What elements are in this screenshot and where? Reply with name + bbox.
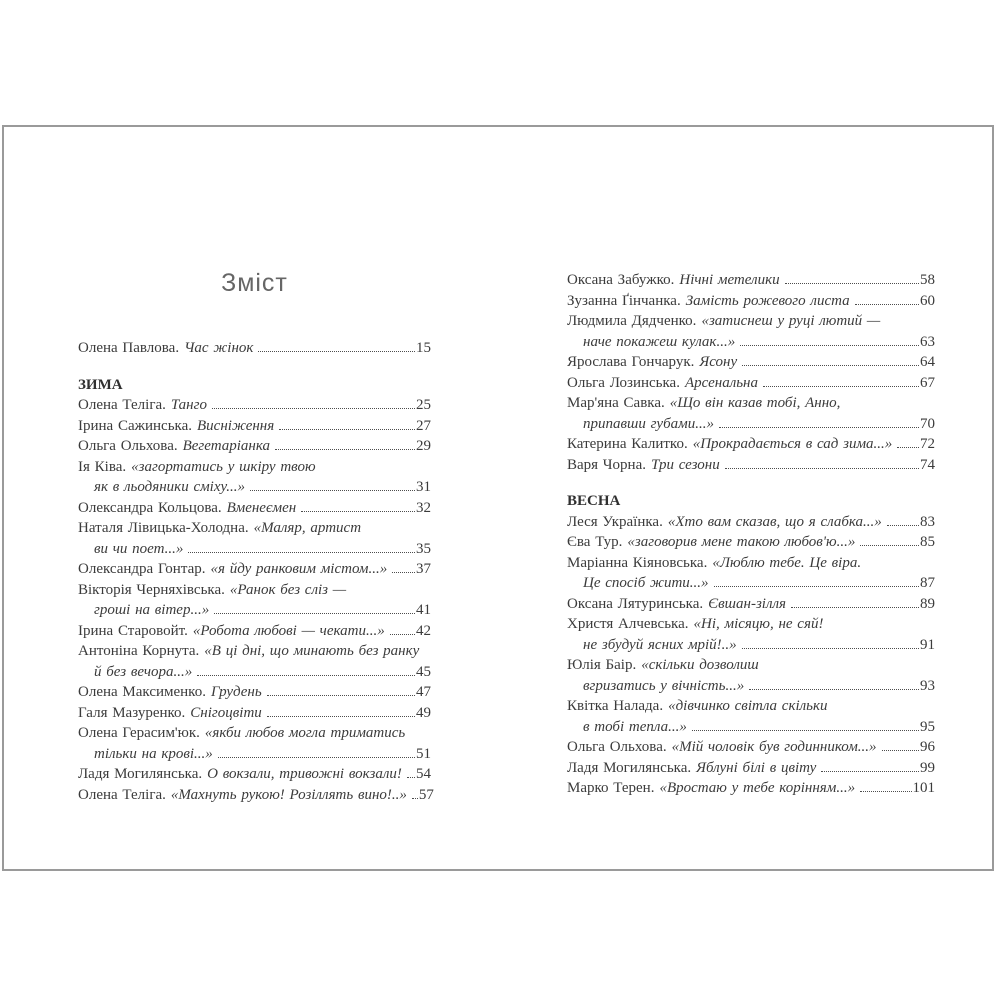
entry-author: Юлія Баір. [567,657,637,673]
toc-entry [78,518,431,559]
entry-title: «дівчинко світла скільки [668,698,828,714]
toc-entry-line [78,395,431,416]
toc-entry-line [567,291,935,312]
entry-page-number: 58 [920,272,935,288]
toc-entry [78,641,431,682]
entry-page-number: 87 [920,575,935,591]
section-heading: ВЕСНА [567,493,621,509]
toc-entry [567,291,935,312]
toc-entry [567,434,935,455]
entry-title: Танго [170,397,207,413]
toc-entry [567,373,935,394]
toc-entry-line [78,436,431,457]
entry-page-number: 41 [416,602,431,618]
entry-page-number: 37 [416,561,431,577]
toc-entry-line [78,662,431,683]
entry-page-number: 95 [920,718,935,735]
dot-leader [250,490,415,491]
dot-leader [188,552,415,553]
toc-column-left [78,268,434,805]
toc-entry-line [567,594,935,615]
entry-title: гроші на вітер...» [94,602,210,618]
dot-leader [714,586,919,587]
entry-page-number: 35 [416,540,431,557]
entry-author: Олена Теліга. [78,397,166,413]
entry-page-number: 57 [418,786,434,803]
entry-page-number: 54 [416,766,431,782]
entry-title: «загортатись у шкіру твою [131,458,316,475]
entry-title: «Мій чоловік був годинником...» [671,739,877,755]
dot-leader [212,408,415,409]
entry-author: Оксана Забужко. [567,272,675,288]
dot-leader [258,351,415,352]
entry-page-number: 74 [920,456,935,473]
toc-entry-line [567,676,935,697]
entry-author: Ірина Старовойт. [78,622,188,639]
dot-leader [821,771,919,772]
toc-entry-line [78,785,434,806]
dot-leader [725,468,919,469]
toc-entry [567,512,935,533]
toc-entry-line [78,338,431,359]
toc-entry [567,553,935,594]
toc-entry-line [567,512,935,533]
toc-entry [567,778,935,799]
entry-title: наче покажеш кулак...» [583,333,736,350]
entry-title: «якби любов могла триматись [204,725,406,741]
entry-title: Снігоцвіти [190,704,262,721]
dot-leader [742,365,919,366]
entry-title: припавши губами...» [583,415,714,432]
entry-title: «скільки дозволиш [641,657,759,673]
entry-title: не збудуй ясних мрій!..» [583,636,737,653]
entry-author: Олександра Кольцова. [78,499,222,516]
toc-entry [567,352,935,373]
entry-title: тільки на крові...» [94,745,213,762]
entry-title: Час жінок [184,340,254,356]
toc-entry-line [567,573,935,594]
toc-entry [78,338,431,359]
entry-title: «Прокрадається в сад зима...» [692,436,893,452]
entry-author: Зузанна Ґінчанка. [567,292,681,309]
toc-entry [78,498,431,519]
toc-entry [567,737,935,758]
toc-entry-line [78,703,431,724]
dot-leader [749,689,919,690]
entry-title: Арсенальна [684,374,758,391]
toc-entry-line [567,614,935,635]
entry-author: Маріанна Кіяновська. [567,554,708,571]
entry-page-number: 89 [920,595,935,612]
entry-author: Оксана Лятуринська. [567,595,704,612]
toc-entry-line [567,635,935,656]
entry-author: Олена Павлова. [78,340,180,356]
entry-page-number: 51 [416,745,431,762]
dot-leader [267,695,415,696]
toc-entry [567,311,935,352]
entry-author: Ольга Лозинська. [567,374,680,391]
dot-leader [279,429,415,430]
entry-author: Галя Мазуренко. [78,704,186,721]
entry-title: «Маляр, артист [253,520,362,536]
dot-leader [275,449,415,450]
dot-leader [719,427,919,428]
entry-title: Висніження [197,417,275,434]
entry-title: «Ранок без сліз — [229,581,347,598]
dot-leader [392,572,415,573]
entry-title: як в льодяники сміху...» [94,479,245,495]
entry-page-number: 25 [416,397,431,413]
toc-entry [78,436,431,457]
toc-entry-line [78,764,431,785]
entry-author: Варя Чорна. [567,456,646,473]
entry-page-number: 45 [416,663,431,680]
toc-entry-line [567,393,935,414]
entry-title: «Люблю тебе. Це віра. [712,554,862,571]
entry-title: вгризатись у вічність...» [583,677,745,694]
entry-page-number: 72 [920,436,935,452]
entry-author: Антоніна Корнута. [78,643,200,659]
toc-entry [78,723,431,764]
dot-leader [763,386,919,387]
entry-title: Три сезони [651,456,720,473]
entry-page-number: 99 [920,759,935,776]
entry-title: «Ні, місяцю, не сяй! [693,616,824,632]
page-title: Зміст [221,269,288,297]
toc-entry-line [567,434,935,455]
toc-entry [567,393,935,434]
entry-author: Олена Теліга. [78,786,166,803]
toc-entry [78,416,431,437]
entry-title: Вегетаріанка [182,438,271,454]
dot-leader [791,607,919,608]
entry-page-number: 64 [920,354,935,370]
toc-entry [78,457,431,498]
entry-page-number: 32 [416,499,431,516]
toc-entry [567,696,935,737]
entry-page-number: 29 [416,438,431,454]
toc-entry-line [78,621,431,642]
entry-page-number: 49 [416,704,431,721]
entry-author: Катерина Калитко. [567,436,688,452]
toc-entry [78,580,431,621]
entry-author: Ярослава Гончарук. [567,354,695,370]
toc-entry-line [567,717,935,738]
entry-page-number: 96 [920,739,935,755]
dot-leader [390,634,415,635]
toc-entry-line [567,655,935,676]
entry-title: Це спосіб жити...» [583,575,709,591]
toc-entry-line [567,737,935,758]
entry-page-number: 93 [920,677,935,694]
dot-leader [860,791,911,792]
toc-entry-line [78,498,431,519]
toc-entry-line [567,373,935,394]
toc-entry [567,594,935,615]
entry-page-number: 47 [416,684,431,700]
dot-leader [267,716,415,717]
entry-title: «Хто вам сказав, що я слабка...» [667,513,882,530]
dot-leader [740,345,919,346]
entry-author: Ольга Ольхова. [78,438,178,454]
entry-page-number: 42 [416,622,431,639]
entry-page-number: 15 [416,340,431,356]
entry-title: Нічні метелики [679,272,780,288]
dot-leader [897,447,919,448]
toc-entry [78,559,431,580]
toc-entry-line [78,477,431,498]
toc-column-right [567,270,935,799]
toc-entry-line [567,414,935,435]
dot-leader [785,283,919,284]
entry-title: Вменеємен [226,499,297,516]
entry-page-number: 63 [920,333,935,350]
toc-entry-line [567,758,935,779]
toc-entry-line [567,332,935,353]
toc-entry [78,764,431,785]
entry-title: «Махнуть рукою! Розіллять вино!..» [170,786,407,803]
entry-page-number: 91 [920,636,935,653]
toc-entry-line [78,416,431,437]
entry-author: Ірина Сажинська. [78,417,193,434]
toc-entry-line [78,723,431,744]
toc-entry-line [78,518,431,539]
entry-title: Ясону [699,354,738,370]
entry-author: Ладя Могилянська. [78,766,203,782]
entry-title: й без вечора...» [94,663,193,680]
entry-author: Ія Ківа. [78,458,127,475]
entry-title: «я йду ранковим містом...» [210,561,388,577]
toc-entry [567,758,935,779]
toc-entry [78,395,431,416]
section-heading: ЗИМА [78,376,123,393]
toc-entry-line [567,311,935,332]
entry-author: Наталя Лівицька-Холодна. [78,520,249,536]
toc-entry-line [78,539,431,560]
entry-author: Ладя Могилянська. [567,759,692,776]
entry-page-number: 85 [920,534,935,550]
toc-entry-line [567,696,935,717]
entry-author: Мар'яна Савка. [567,395,665,411]
entry-title: Яблуні білі в цвіту [696,759,817,776]
toc-entry-line [567,553,935,574]
entry-page-number: 27 [416,417,431,434]
dot-leader [412,798,418,799]
entry-title: в тобі тепла...» [583,718,687,735]
toc-entry [567,455,935,476]
toc-entry-line [78,580,431,601]
dot-leader [882,750,919,751]
dot-leader [407,777,415,778]
toc-entry [567,655,935,696]
dot-leader [860,545,919,546]
toc-entry-line [78,600,431,621]
toc-entry-line [567,352,935,373]
dot-leader [218,757,415,758]
entry-title: Євшан-зілля [708,595,787,612]
toc-entry [78,621,431,642]
dot-leader [214,613,415,614]
toc-entry [567,614,935,655]
toc-blocks-left [78,338,434,805]
toc-entry [78,785,434,806]
entry-title: О вокзали, тривожні вокзали! [207,766,402,782]
entry-page-number: 101 [912,780,935,796]
entry-page-number: 70 [920,415,935,432]
entry-author: Квітка Налада. [567,698,664,714]
dot-leader [301,511,415,512]
toc-entry-line [78,641,431,662]
entry-title: «В ці дні, що минають без ранку [204,643,420,659]
toc-entry [78,703,431,724]
entry-author: Ольга Ольхова. [567,739,667,755]
entry-page-number: 60 [920,292,935,309]
entry-author: Марко Терен. [567,780,655,796]
toc-entry-line [567,778,935,799]
toc-entry-line [78,744,431,765]
entry-author: Олександра Гонтар. [78,561,206,577]
dot-leader [197,675,415,676]
toc-entry [567,532,935,553]
entry-author: Леся Українка. [567,513,663,530]
entry-page-number: 83 [920,513,935,530]
toc-entry-line [567,455,935,476]
toc-entry-line [78,457,431,478]
dot-leader [855,304,919,305]
entry-title: Замість рожевого листа [685,292,850,309]
toc-blocks-right [567,270,935,799]
entry-author: Єва Тур. [567,534,623,550]
entry-author: Олена Максименко. [78,684,206,700]
entry-title: «заговорив мене такою любов'ю...» [627,534,856,550]
toc-entry [567,270,935,291]
toc-entry-line [78,559,431,580]
entry-title: «Що він казав тобі, Анно, [669,395,841,411]
dot-leader [692,730,919,731]
toc-entry-line [567,532,935,553]
dot-leader [742,648,919,649]
entry-author: Людмила Дядченко. [567,313,697,329]
dot-leader [887,525,919,526]
entry-author: Христя Алчевська. [567,616,689,632]
entry-title: «Робота любові — чекати...» [192,622,385,639]
entry-title: ви чи поет...» [94,540,184,557]
entry-page-number: 31 [416,479,431,495]
entry-title: «Вростаю у тебе корінням...» [659,780,856,796]
entry-page-number: 67 [920,374,935,391]
toc-entry-line [78,682,431,703]
entry-author: Вікторія Черняхівська. [78,581,225,598]
entry-title: «затиснеш у руці лютий — [701,313,881,329]
entry-title: Грудень [210,684,262,700]
toc-entry [78,682,431,703]
toc-entry-line [567,270,935,291]
entry-author: Олена Герасим'юк. [78,725,200,741]
